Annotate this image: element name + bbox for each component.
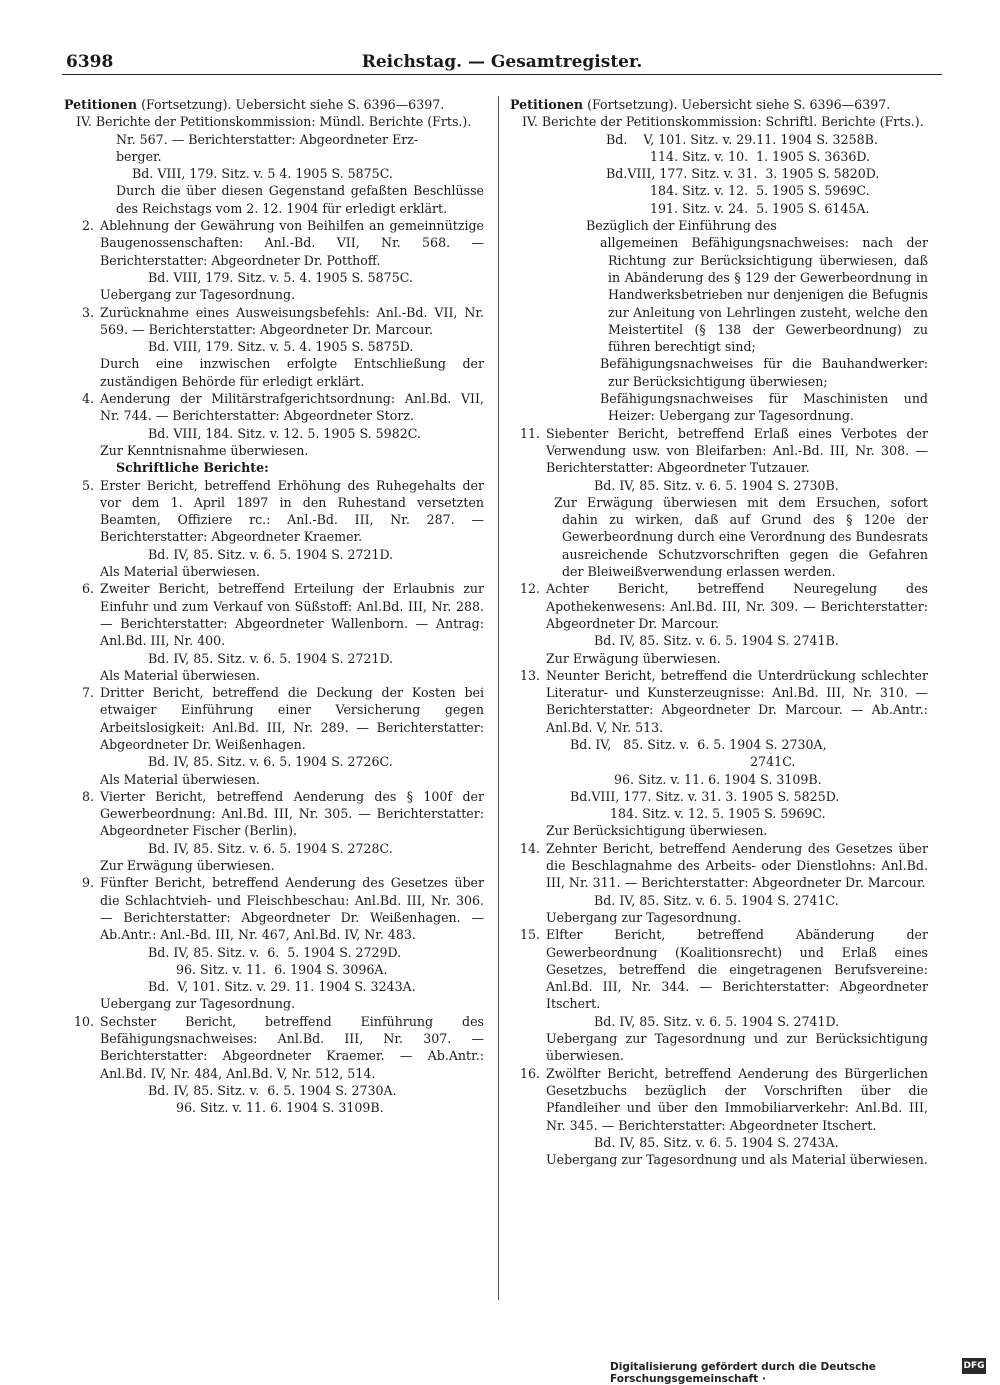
entry-resolution: Als Material überwiesen. bbox=[100, 564, 261, 580]
entry-1 bbox=[64, 131, 484, 217]
entry-reference: 184. Sitz. v. 12. 5. 1905 S. 5969C. bbox=[606, 183, 870, 199]
entry-text: Achter Bericht, betreffend Neuregelung des Apothekenwesens: Anl.Bd. III, Nr. 309. — Berichterstatter: Abgeordneter Dr. Marcour. bbox=[546, 581, 928, 631]
entry-resolution: Uebergang zur Tagesordnung. bbox=[100, 996, 296, 1012]
entry-number: 13. bbox=[519, 667, 540, 683]
entry-resolution: Uebergang zur Tagesordnung. bbox=[546, 909, 742, 925]
entry-number: 3. bbox=[81, 304, 94, 320]
entry-reference: 96. Sitz. v. 11. 6. 1904 S. 3096A. bbox=[148, 961, 388, 977]
entry-8 bbox=[64, 788, 484, 874]
entry-reference: 2741C. bbox=[570, 754, 796, 770]
entry-number: 15. bbox=[519, 927, 540, 943]
entry-4 bbox=[64, 390, 484, 459]
entry-reference: Bd. VIII, 184. Sitz. v. 12. 5. 1905 S. 5982C. bbox=[148, 425, 421, 441]
right-column bbox=[510, 96, 928, 1168]
entry-reference: Bd. V, 101. Sitz. v. 29.11. 1904 S. 3258B. bbox=[606, 131, 878, 147]
entry-reference: Bd. IV, 85. Sitz. v. 6. 5. 1904 S. 2729D. bbox=[148, 944, 402, 960]
entry-text: Siebenter Bericht, betreffend Erlaß eines Verbotes der Verwendung usw. von Bleifarben: Anl.-Bd. III, Nr. 308. — Berichterstatter: Abgeordneter Tutzauer. bbox=[546, 425, 928, 476]
entry-number: 5. bbox=[81, 477, 94, 493]
entry-text: Aenderung der Militärstrafgerichtsordnung: Anl.Bd. VII, Nr. 744. — Berichterstatter: Abgeordneter Storz. bbox=[100, 391, 484, 424]
entry-text: Vierter Bericht, betreffend Aenderung des § 100f der Gewerbeordnung: Anl.Bd. III, Nr. 305. — Berichterstatter: Abgeordneter Fischer (Berlin). bbox=[100, 788, 484, 839]
entry-10 bbox=[64, 1013, 484, 1117]
entry-reference: Bd. VIII, 179. Sitz. v. 5. 4. 1905 S. 5875D. bbox=[148, 339, 414, 355]
entry-text: Zwölfter Bericht, betreffend Aenderung des Bürgerlichen Gesetzbuchs bezüglich der Vorschriften über die Pfandleiher und über den Immobiliarverkehr: Anl.Bd. III, Nr. 345. — Berichterstatter: Abgeordneter Itschert. bbox=[546, 1065, 928, 1133]
entry-reference: Bd.VIII, 177. Sitz. v. 31. 3. 1905 S. 5825D. bbox=[570, 788, 840, 804]
entry-text: Dritter Bericht, betreffend die Deckung der Kosten bei etwaiger Einführung einer Versicherung gegen Arbeitslosigkeit: Anl.Bd. III, Nr. 289. — Berichterstatter: Abgeordneter Dr. Weißenhagen. bbox=[100, 685, 484, 752]
entry-2 bbox=[64, 217, 484, 303]
entry-14 bbox=[510, 840, 928, 926]
entry-resolution: Uebergang zur Tagesordnung und zur Berücksichtigung überwiesen. bbox=[546, 1031, 928, 1064]
column-divider bbox=[498, 96, 499, 1300]
entry-resolution: Zur Erwägung überwiesen. bbox=[100, 858, 275, 874]
entry-reference: Bd. IV, 85. Sitz. v. 6. 5. 1904 S. 2726C. bbox=[148, 754, 393, 770]
entry-number: 4. bbox=[81, 391, 94, 407]
entry-text: Elfter Bericht, betreffend Abänderung der Gewerbeordnung (Koalitionsrecht) und Erlaß eines Gesetzes, betreffend die eingetragenen Berufsvereine: Anl.Bd. III, Nr. 344. — Berichterstatter: Abgeordneter Itschert. bbox=[546, 927, 928, 1012]
entry-reference: 96. Sitz. v. 11. 6. 1904 S. 3109B. bbox=[570, 771, 822, 787]
entry-resolution: Befähigungsnachweises für die Bauhandwerker: zur Berücksichtigung überwiesen; bbox=[600, 356, 928, 389]
entry-11 bbox=[510, 425, 928, 581]
entry-number: 10. bbox=[73, 1013, 94, 1029]
entry-text: Neunter Bericht, betreffend die Unterdrückung schlechter Literatur- und Kunsterzeugnisse: Anl.Bd. III, Nr. 310. — Berichterstatter: Abgeordneter Dr. Marcour. — Ab.Antr.: Anl.Bd. V, Nr. 513. bbox=[546, 667, 928, 735]
entry-resolution-intro: Bezüglich der Einführung des bbox=[586, 218, 777, 234]
entry-resolution: Uebergang zur Tagesordnung. bbox=[100, 287, 296, 303]
entry-resolution: Durch die über diesen Gegenstand gefaßten Beschlüsse des Reichstags vom 2. 12. 1904 für erledigt erklärt. bbox=[116, 183, 484, 216]
entry-reference: 191. Sitz. v. 24. 5. 1905 S. 6145A. bbox=[606, 200, 870, 216]
entry-number: 9. bbox=[81, 875, 94, 891]
entry-reference: 114. Sitz. v. 10. 1. 1905 S. 3636D. bbox=[606, 148, 871, 164]
entry-9 bbox=[64, 874, 484, 1012]
entry-number: 12. bbox=[519, 581, 540, 597]
section-heading: Petitionen (Fortsetzung). Uebersicht siehe S. 6396—6397. bbox=[510, 97, 891, 112]
entry-text: Zurücknahme eines Ausweisungsbefehls: Anl.-Bd. VII, Nr. 569. — Berichterstatter: Abgeordneter Dr. Marcour. bbox=[100, 304, 484, 337]
entry-resolution: Zur Kenntnisnahme überwiesen. bbox=[100, 442, 309, 458]
entry-number: 14. bbox=[519, 840, 540, 856]
entry-number: 7. bbox=[81, 685, 94, 701]
entry-12 bbox=[510, 580, 928, 666]
entry-number: 11. bbox=[519, 425, 540, 441]
entry-number: 16. bbox=[519, 1065, 540, 1081]
entry-reference: Bd. V, 101. Sitz. v. 29. 11. 1904 S. 3243A. bbox=[148, 979, 416, 995]
entry-reference: Bd. VIII, 179. Sitz. v. 5 4. 1905 S. 5875C. bbox=[132, 166, 393, 182]
entry-6 bbox=[64, 580, 484, 684]
page-number: 6398 bbox=[66, 52, 114, 72]
entry-reference: Bd. IV, 85. Sitz. v. 6. 5. 1904 S. 2743A. bbox=[594, 1134, 839, 1150]
entry-reference: Bd. IV, 85. Sitz. v. 6. 5. 1904 S. 2741D. bbox=[594, 1013, 840, 1029]
entry-number: 2. bbox=[81, 218, 94, 234]
entry-15 bbox=[510, 926, 928, 1064]
entry-text: Ablehnung der Gewährung von Beihilfen an gemeinnützige Baugenossenschaften: Anl.-Bd. VII, Nr. 568. — Berichterstatter: Abgeordneter Dr. Potthoff. bbox=[100, 218, 484, 268]
entry-resolution: allgemeinen Befähigungsnachweises: nach der Richtung zur Berücksichtigung überwiesen, daß in Abänderung des § 129 der Gewerbeordnung in Handwerksbetrieben nur denjenigen die Befugnis zur Anleitung von Lehrlingen zusteht, welche den Meistertitel (§ 138 der Gewerbeordnung) zu führen berechtigt sind; bbox=[600, 235, 928, 355]
entry-text: Sechster Bericht, betreffend Einführung des Befähigungsnachweises: Anl.Bd. III, Nr. 307. — Berichterstatter: Abgeordneter Kraemer. — Ab.Antr.: Anl.Bd. IV, Nr. 484, Anl.Bd. V, Nr. 512, 514. bbox=[100, 1013, 484, 1081]
entry-5 bbox=[64, 477, 484, 581]
running-title: Reichstag. — Gesamtregister. bbox=[361, 52, 643, 72]
entry-reference: Bd. IV, 85. Sitz. v. 6. 5. 1904 S. 2741C. bbox=[594, 892, 839, 908]
entry-text: Zweiter Bericht, betreffend Erteilung der Erlaubnis zur Einfuhr und zum Verkauf von Süßstoff: Anl.Bd. III, Nr. 288. — Berichterstatter: Abgeordneter Wallenborn. — Antrag: Anl.Bd. III, Nr. 400. bbox=[100, 581, 484, 649]
entry-reference: Bd. IV, 85. Sitz. v. 6. 5. 1904 S. 2730B. bbox=[594, 477, 839, 493]
entry-reference: Bd. IV, 85. Sitz. v. 6. 5. 1904 S. 2721D. bbox=[148, 546, 394, 562]
entry-reference: Bd. IV, 85. Sitz. v. 6. 5. 1904 S. 2730A, bbox=[570, 736, 827, 752]
entry-text: Nr. 567. — Berichterstatter: Abgeordneter Erz- berger. bbox=[116, 131, 419, 164]
entry-7 bbox=[64, 684, 484, 788]
section-heading: Petitionen (Fortsetzung). Uebersicht siehe S. 6396—6397. bbox=[64, 97, 445, 112]
entry-16 bbox=[510, 1065, 928, 1169]
entry-number: 6. bbox=[81, 581, 94, 597]
entry-reference: Bd.VIII, 177. Sitz. v. 31. 3. 1905 S. 5820D. bbox=[606, 166, 880, 182]
subsection-heading: IV. Berichte der Petitionskommission: Schriftl. Berichte (Frts.). bbox=[522, 114, 924, 130]
written-reports-heading: Schriftliche Berichte: bbox=[116, 460, 269, 476]
subsection-heading: IV. Berichte der Petitionskommission: Mündl. Berichte (Frts.). bbox=[76, 114, 472, 130]
entry-reference: Bd. IV, 85. Sitz. v. 6. 5. 1904 S. 2728C. bbox=[148, 840, 393, 856]
page-header bbox=[62, 48, 942, 75]
entry-3 bbox=[64, 304, 484, 390]
left-column bbox=[64, 96, 484, 1117]
entry-reference: Bd. IV, 85. Sitz. v. 6. 5. 1904 S. 2730A. bbox=[148, 1082, 397, 1098]
entry-resolution: Zur Erwägung überwiesen. bbox=[546, 650, 721, 666]
entry-resolution: Zur Erwägung überwiesen mit dem Ersuchen, sofort dahin zu wirken, daß auf Grund des § 120e der Gewerbeordnung durch eine Verordnung des Bundesrats ausreichende Schutzvorschriften gegen die Gefahren der Bleiweißverwendung erlassen werden. bbox=[554, 494, 928, 580]
entry-number: 8. bbox=[81, 788, 94, 804]
entry-resolution: Befähigungsnachweises für Maschinisten und Heizer: Uebergang zur Tagesordnung. bbox=[600, 391, 928, 424]
entry-resolution: Zur Berücksichtigung überwiesen. bbox=[546, 823, 768, 839]
entry-text: Fünfter Bericht, betreffend Aenderung des Gesetzes über die Schlachtvieh- und Fleischbeschau: Anl.Bd. III, Nr. 306. — Berichterstatter: Abgeordneter Dr. Weißenhagen. — Ab.Antr.: Anl.-Bd. III, Nr. 467, Anl.Bd. IV, Nr. 483. bbox=[100, 875, 484, 943]
entry-resolution: Durch eine inzwischen erfolgte Entschließung der zuständigen Behörde für erledigt erklärt. bbox=[100, 356, 484, 389]
entry-13 bbox=[510, 667, 928, 840]
entry-text: Zehnter Bericht, betreffend Aenderung des Gesetzes über die Beschlagnahme des Arbeits- oder Dienstlohns: Anl.Bd. III, Nr. 311. — Berichterstatter: Abgeordneter Dr. Marcour. bbox=[546, 840, 928, 891]
entry-reference: Bd. VIII, 179. Sitz. v. 5. 4. 1905 S. 5875C. bbox=[148, 269, 413, 285]
entry-text: Erster Bericht, betreffend Erhöhung des Ruhegehalts der vor dem 1. April 1897 in den Ruhestand versetzten Beamten, Offiziere rc.: Anl.-Bd. III, Nr. 287. — Berichterstatter: Abgeordneter Kraemer. bbox=[100, 477, 484, 545]
entry-resolution: Als Material überwiesen. bbox=[100, 667, 261, 683]
funding-note: Digitalisierung gefördert durch die Deutsche Forschungsgemeinschaft · bbox=[610, 1361, 876, 1385]
entry-reference: 184. Sitz. v. 12. 5. 1905 S. 5969C. bbox=[570, 806, 826, 822]
dfg-logo-icon: DFG bbox=[962, 1358, 986, 1374]
entry-resolution: Uebergang zur Tagesordnung und als Material überwiesen. bbox=[546, 1152, 928, 1168]
entry-reference: Bd. IV, 85. Sitz. v. 6. 5. 1904 S. 2741B. bbox=[594, 633, 839, 649]
entry-resolution: Als Material überwiesen. bbox=[100, 771, 261, 787]
entry-reference: 96. Sitz. v. 11. 6. 1904 S. 3109B. bbox=[148, 1100, 384, 1116]
entry-reference: Bd. IV, 85. Sitz. v. 6. 5. 1904 S. 2721D. bbox=[148, 650, 394, 666]
entry-10-continued bbox=[510, 131, 928, 425]
